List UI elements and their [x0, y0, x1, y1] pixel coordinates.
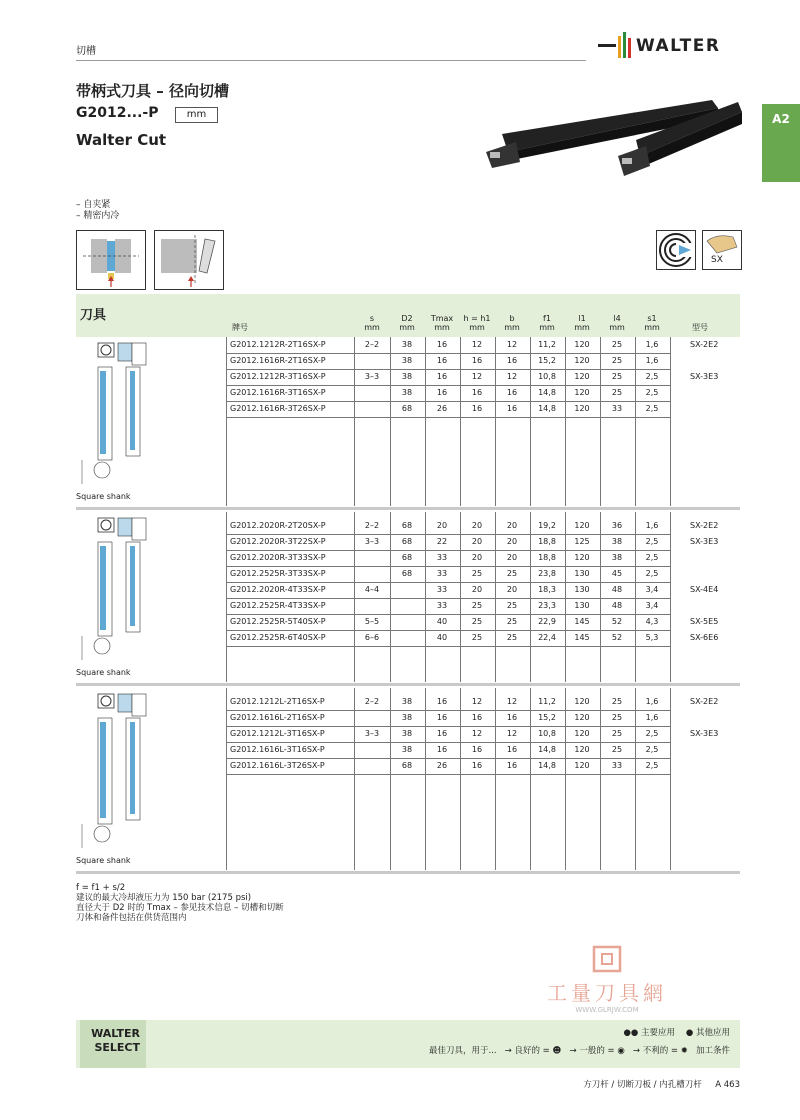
- table-row[interactable]: [76, 630, 740, 646]
- table-label: 刀具: [80, 308, 107, 323]
- cell-d2: 68: [401, 537, 413, 546]
- cell-d2: 38: [401, 697, 413, 706]
- cell-designation: G2012.2525R-5T40SX-P: [230, 617, 326, 626]
- cell-d2: 38: [401, 372, 413, 381]
- page-title: 带柄式刀具 – 径向切槽: [76, 82, 229, 100]
- cell-s1: 2,5: [645, 404, 659, 413]
- cell-type: SX-6E6: [690, 633, 719, 642]
- cell-l4: 25: [611, 729, 623, 738]
- insert-icon-box: [702, 230, 742, 270]
- cell-h: 16: [471, 404, 483, 413]
- cell-s1: 2,5: [645, 553, 659, 562]
- cell-designation: G2012.2020R-2T20SX-P: [230, 521, 326, 530]
- cell-s1: 1,6: [645, 356, 659, 365]
- row-divider: [226, 646, 670, 647]
- cell-s: 3–3: [364, 729, 380, 738]
- cell-b: 12: [506, 340, 518, 349]
- legend-other: ● 其他应用: [685, 1028, 730, 1038]
- col-header-d2: D2 mm: [399, 314, 415, 332]
- cell-f1: 23,8: [538, 569, 556, 578]
- cell-s1: 1,6: [645, 340, 659, 349]
- coolant-icon-box: [656, 230, 696, 270]
- shank-label: Square shank: [76, 492, 131, 501]
- medium-text: → 一般的 =: [569, 1046, 615, 1056]
- cell-b: 12: [506, 697, 518, 706]
- cell-f1: 19,2: [538, 521, 556, 530]
- cell-b: 16: [506, 356, 518, 365]
- table-row[interactable]: [76, 401, 740, 417]
- cell-s: 2–2: [364, 340, 380, 349]
- groove-face-icon: [155, 231, 223, 289]
- cell-h: 25: [471, 633, 483, 642]
- cell-l4: 25: [611, 713, 623, 722]
- cell-l4: 36: [611, 521, 623, 530]
- cell-h: 12: [471, 340, 483, 349]
- cell-f1: 23,3: [538, 601, 556, 610]
- cell-b: 25: [506, 617, 518, 626]
- cell-d2: 38: [401, 713, 413, 722]
- cell-h: 20: [471, 585, 483, 594]
- table-section: [76, 688, 740, 874]
- table-row[interactable]: [76, 369, 740, 385]
- cell-f1: 10,8: [538, 372, 556, 381]
- walter-select-label: WALTER SELECT: [80, 1020, 146, 1068]
- cell-designation: G2012.2020R-3T22SX-P: [230, 537, 326, 546]
- cell-tmax: 40: [436, 633, 448, 642]
- cell-l1: 120: [574, 356, 590, 365]
- cell-h: 16: [471, 388, 483, 397]
- cell-tmax: 16: [436, 388, 448, 397]
- cell-l4: 25: [611, 340, 623, 349]
- cell-designation: G2012.2525R-3T33SX-P: [230, 569, 326, 578]
- cell-s1: 1,6: [645, 697, 659, 706]
- cell-l4: 48: [611, 585, 623, 594]
- cell-s1: 1,6: [645, 713, 659, 722]
- cell-b: 16: [506, 388, 518, 397]
- cell-tmax: 33: [436, 601, 448, 610]
- cell-d2: 38: [401, 340, 413, 349]
- unit-badge: mm: [175, 107, 218, 123]
- note-coolant-pressure: 建议的最大冷却液压力为 150 bar (2175 psi): [76, 893, 252, 903]
- medium-condition-icon: ◉: [617, 1046, 625, 1056]
- cell-tmax: 16: [436, 713, 448, 722]
- product-code: G2012...-P: [76, 105, 159, 121]
- cell-s1: 3,4: [645, 601, 659, 610]
- cell-tmax: 16: [436, 697, 448, 706]
- brand-name: WALTER: [636, 36, 721, 56]
- cell-s: 4–4: [364, 585, 380, 594]
- table-row[interactable]: [76, 742, 740, 758]
- cell-d2: 38: [401, 356, 413, 365]
- cell-h: 12: [471, 372, 483, 381]
- feature-coolant: – 精密内冷: [76, 211, 120, 221]
- cell-designation: G2012.2020R-3T33SX-P: [230, 553, 326, 562]
- cell-s: 3–3: [364, 537, 380, 546]
- cell-type: SX-3E3: [690, 537, 719, 546]
- cell-h: 16: [471, 745, 483, 754]
- cell-l1: 120: [574, 745, 590, 754]
- cell-tmax: 33: [436, 585, 448, 594]
- cell-d2: 68: [401, 521, 413, 530]
- cell-designation: G2012.1616L-3T26SX-P: [230, 761, 325, 770]
- shank-label: Square shank: [76, 668, 131, 677]
- application-diagram-face: [154, 230, 224, 290]
- cell-designation: G2012.2020R-4T33SX-P: [230, 585, 326, 594]
- cell-designation: G2012.2525R-4T33SX-P: [230, 601, 326, 610]
- cell-designation: G2012.2525R-6T40SX-P: [230, 633, 326, 642]
- cell-s1: 2,5: [645, 388, 659, 397]
- cell-type: SX-2E2: [690, 697, 719, 706]
- cell-d2: 38: [401, 745, 413, 754]
- cell-l1: 120: [574, 713, 590, 722]
- cell-d2: 38: [401, 388, 413, 397]
- cell-designation: G2012.1616R-3T26SX-P: [230, 404, 326, 413]
- cell-l1: 130: [574, 569, 590, 578]
- cell-f1: 22,4: [538, 633, 556, 642]
- cell-tmax: 22: [436, 537, 448, 546]
- table-row[interactable]: [76, 582, 740, 598]
- table-row[interactable]: [76, 694, 740, 710]
- cell-l1: 120: [574, 372, 590, 381]
- cell-l1: 120: [574, 521, 590, 530]
- insert-label: SX: [711, 255, 723, 265]
- cell-s: 6–6: [364, 633, 380, 642]
- cell-f1: 11,2: [538, 340, 556, 349]
- cell-designation: G2012.1616L-3T16SX-P: [230, 745, 325, 754]
- good-condition-icon: ☻: [552, 1046, 562, 1056]
- cell-s1: 2,5: [645, 569, 659, 578]
- cell-s1: 2,5: [645, 729, 659, 738]
- cell-s: 3–3: [364, 372, 380, 381]
- cell-s1: 3,4: [645, 585, 659, 594]
- cell-s1: 1,6: [645, 521, 659, 530]
- cell-l4: 25: [611, 372, 623, 381]
- cell-l4: 25: [611, 745, 623, 754]
- watermark-url: WWW.GLRJW.COM: [575, 1006, 639, 1014]
- table-row[interactable]: [76, 710, 740, 726]
- cell-d2: 68: [401, 404, 413, 413]
- cell-h: 16: [471, 713, 483, 722]
- cell-type: SX-3E3: [690, 729, 719, 738]
- col-header-s1: s1 mm: [644, 314, 660, 332]
- footer-text: 方刀杆 / 切断刀板 / 内孔槽刀杆: [583, 1080, 702, 1090]
- cell-tmax: 16: [436, 340, 448, 349]
- type-header: 型号: [692, 323, 708, 332]
- logo-bars-icon: [596, 30, 636, 62]
- table-section: [76, 337, 740, 510]
- table-row[interactable]: [76, 758, 740, 774]
- cell-type: SX-3E3: [690, 372, 719, 381]
- table-row[interactable]: [76, 614, 740, 630]
- table-row[interactable]: [76, 726, 740, 742]
- cell-tmax: 16: [436, 745, 448, 754]
- cell-s1: 2,5: [645, 372, 659, 381]
- product-line: Walter Cut: [76, 131, 167, 149]
- cell-l4: 25: [611, 697, 623, 706]
- cell-l4: 38: [611, 553, 623, 562]
- cell-l4: 45: [611, 569, 623, 578]
- cell-b: 16: [506, 761, 518, 770]
- cell-f1: 18,8: [538, 553, 556, 562]
- cell-l1: 120: [574, 697, 590, 706]
- cell-f1: 10,8: [538, 729, 556, 738]
- condition-legend: [429, 1044, 730, 1056]
- note-formula: f = f1 + s/2: [76, 883, 126, 893]
- cell-f1: 14,8: [538, 404, 556, 413]
- cell-l4: 33: [611, 404, 623, 413]
- cell-l4: 48: [611, 601, 623, 610]
- table-row[interactable]: [76, 337, 740, 353]
- cell-l1: 120: [574, 340, 590, 349]
- cell-type: SX-2E2: [690, 340, 719, 349]
- table-row[interactable]: [76, 353, 740, 369]
- watermark-logo-icon: [592, 945, 622, 973]
- cell-tmax: 16: [436, 356, 448, 365]
- table-header: [76, 294, 740, 337]
- cell-h: 20: [471, 537, 483, 546]
- cell-f1: 15,2: [538, 713, 556, 722]
- cell-b: 16: [506, 713, 518, 722]
- cell-f1: 14,8: [538, 745, 556, 754]
- walter-select-bar: [76, 1020, 740, 1068]
- cell-type: SX-4E4: [690, 585, 719, 594]
- cell-s1: 4,3: [645, 617, 659, 626]
- col-header-b: b mm: [504, 314, 520, 332]
- col-header-l4: l4 mm: [609, 314, 625, 332]
- col-header-h: h = h1 mm: [463, 314, 491, 332]
- col-header-l1: l1 mm: [574, 314, 590, 332]
- cell-designation: G2012.1212R-3T16SX-P: [230, 372, 326, 381]
- cell-l4: 25: [611, 388, 623, 397]
- cell-l1: 120: [574, 553, 590, 562]
- cell-h: 20: [471, 521, 483, 530]
- cell-s1: 5,3: [645, 633, 659, 642]
- product-photos: [486, 96, 742, 188]
- cell-h: 16: [471, 761, 483, 770]
- col-header-f1: f1 mm: [539, 314, 555, 332]
- side-tab[interactable]: A2: [762, 104, 800, 182]
- legend-main: ●● 主要应用: [623, 1028, 676, 1038]
- cell-b: 16: [506, 745, 518, 754]
- cell-l1: 120: [574, 729, 590, 738]
- cell-l1: 130: [574, 601, 590, 610]
- cell-d2: 68: [401, 569, 413, 578]
- good-text: → 良好的 =: [504, 1046, 550, 1056]
- cell-l1: 145: [574, 633, 590, 642]
- cell-designation: G2012.1616R-2T16SX-P: [230, 356, 326, 365]
- cell-s: 5–5: [364, 617, 380, 626]
- cell-tmax: 33: [436, 553, 448, 562]
- cell-tmax: 16: [436, 729, 448, 738]
- cell-designation: G2012.1616R-3T16SX-P: [230, 388, 326, 397]
- note-tmax: 直径大于 D2 时的 Tmax – 参见技术信息 – 切槽和切断: [76, 903, 284, 913]
- cell-designation: G2012.1212L-2T16SX-P: [230, 697, 325, 706]
- cell-f1: 14,8: [538, 388, 556, 397]
- cell-b: 16: [506, 404, 518, 413]
- col-header-tmax: Tmax mm: [430, 314, 454, 332]
- cell-b: 12: [506, 372, 518, 381]
- cell-s: 2–2: [364, 697, 380, 706]
- row-divider: [226, 417, 670, 418]
- table-row[interactable]: [76, 550, 740, 566]
- cell-tmax: 33: [436, 569, 448, 578]
- cell-designation: G2012.1212L-3T16SX-P: [230, 729, 325, 738]
- cell-l4: 38: [611, 537, 623, 546]
- cell-s1: 2,5: [645, 537, 659, 546]
- cell-b: 12: [506, 729, 518, 738]
- table-row[interactable]: [76, 534, 740, 550]
- cell-f1: 14,8: [538, 761, 556, 770]
- cell-designation: G2012.1616L-2T16SX-P: [230, 713, 325, 722]
- cell-type: SX-2E2: [690, 521, 719, 530]
- cell-b: 25: [506, 633, 518, 642]
- cell-tmax: 16: [436, 372, 448, 381]
- watermark-text: 工量刀具網: [547, 981, 667, 1005]
- cell-l4: 52: [611, 633, 623, 642]
- cell-l1: 125: [574, 537, 590, 546]
- cell-h: 12: [471, 697, 483, 706]
- cell-h: 25: [471, 569, 483, 578]
- cell-l1: 145: [574, 617, 590, 626]
- cell-l4: 33: [611, 761, 623, 770]
- table-row[interactable]: [76, 598, 740, 614]
- bad-condition-icon: ✹: [680, 1046, 688, 1056]
- cell-b: 25: [506, 601, 518, 610]
- cell-h: 12: [471, 729, 483, 738]
- cell-type: SX-5E5: [690, 617, 719, 626]
- cell-l1: 120: [574, 404, 590, 413]
- cell-h: 25: [471, 601, 483, 610]
- application-diagram-external: [76, 230, 146, 290]
- table-row[interactable]: [76, 566, 740, 582]
- cell-tmax: 40: [436, 617, 448, 626]
- row-divider: [226, 774, 670, 775]
- cell-h: 25: [471, 617, 483, 626]
- table-row[interactable]: [76, 385, 740, 401]
- cell-l1: 130: [574, 585, 590, 594]
- cell-s: 2–2: [364, 521, 380, 530]
- designation-header: 牌号: [232, 323, 248, 332]
- best-tool-text: 最佳刀具，用于...: [428, 1046, 497, 1056]
- walter-logo: [596, 30, 742, 62]
- cell-h: 16: [471, 356, 483, 365]
- cell-f1: 22,9: [538, 617, 556, 626]
- cell-s1: 2,5: [645, 745, 659, 754]
- cell-b: 20: [506, 521, 518, 530]
- header-divider: [76, 60, 586, 61]
- cell-b: 20: [506, 585, 518, 594]
- cell-l1: 120: [574, 761, 590, 770]
- bad-text: → 不利的 =: [632, 1046, 679, 1056]
- section-title: 切槽: [76, 46, 96, 57]
- application-legend: [624, 1026, 730, 1038]
- page-number: A 463: [715, 1080, 740, 1090]
- feature-self-clamping: – 自夹紧: [76, 200, 111, 210]
- cell-d2: 68: [401, 553, 413, 562]
- cell-h: 20: [471, 553, 483, 562]
- cell-tmax: 20: [436, 521, 448, 530]
- cell-f1: 18,3: [538, 585, 556, 594]
- condition-text: 加工条件: [695, 1046, 730, 1056]
- watermark: [532, 945, 682, 1014]
- cell-tmax: 26: [436, 761, 448, 770]
- cell-designation: G2012.1212R-2T16SX-P: [230, 340, 326, 349]
- cell-d2: 38: [401, 729, 413, 738]
- cell-b: 25: [506, 569, 518, 578]
- cell-f1: 15,2: [538, 356, 556, 365]
- table-row[interactable]: [76, 518, 740, 534]
- internal-coolant-icon: [657, 231, 695, 269]
- note-scope: 刀体和备件包括在供货范围内: [76, 913, 187, 923]
- table-section: [76, 512, 740, 686]
- cell-l1: 120: [574, 388, 590, 397]
- cell-f1: 18,8: [538, 537, 556, 546]
- col-header-s: s mm: [364, 314, 380, 332]
- cell-b: 20: [506, 553, 518, 562]
- groove-external-icon: [77, 231, 145, 289]
- shank-label: Square shank: [76, 856, 131, 865]
- cell-tmax: 26: [436, 404, 448, 413]
- cell-l4: 25: [611, 356, 623, 365]
- cell-l4: 52: [611, 617, 623, 626]
- cell-d2: 68: [401, 761, 413, 770]
- page-footer: [76, 1078, 740, 1090]
- notes: [76, 883, 284, 923]
- cell-s1: 2,5: [645, 761, 659, 770]
- cell-b: 20: [506, 537, 518, 546]
- cell-f1: 11,2: [538, 697, 556, 706]
